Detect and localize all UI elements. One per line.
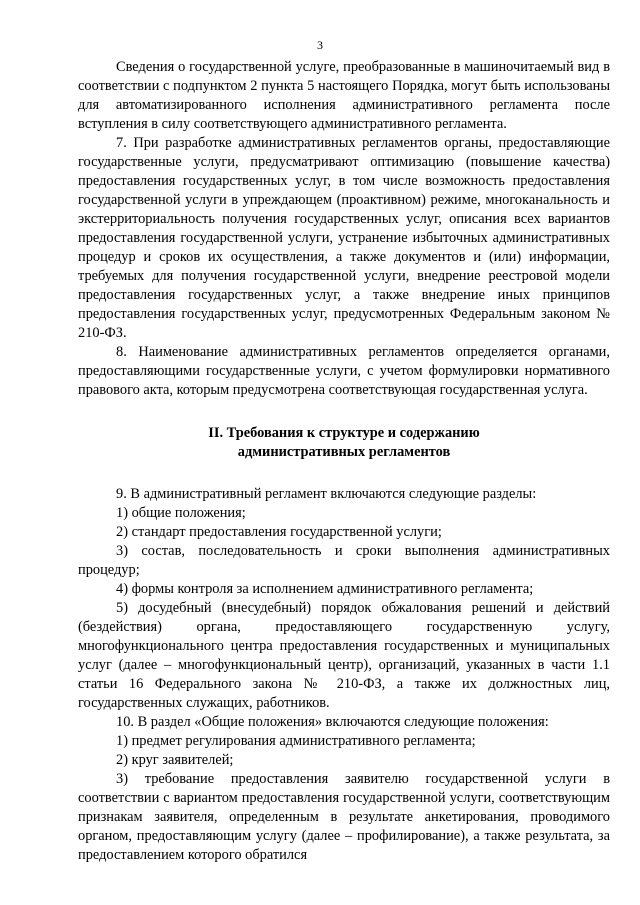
document-body [78,58,610,865]
list-item-appeal-procedure: 5) досудебный (внесудебный) порядок обжалования решений и действий (бездействия) органа, предоставляющего государственную услугу, многофункционального центра предоставления государственных и муниципальных услуг (далее – многофункциональный центр), организаций, указанных в части 1.1 статьи 16 Федерального закона № 210-ФЗ, а также их должностных лиц, государственных служащих, работников. [78,600,610,711]
paragraph-10: 10. В раздел «Общие положения» включаются следующие положения: [116,714,549,730]
list-item-procedures: 3) состав, последовательность и сроки выполнения административных процедур; [78,543,610,578]
section-heading-line-2: административных регламентов [237,444,451,460]
paragraph-machine-readable: Сведения о государственной услуге, преобразованные в машиночитаемый вид в соответствии с подпунктом 2 пункта 5 настоящего Порядка, могут быть использованы для автоматизированного исполнения административного регламента после вступления в силу соответствующего административного регламента. [78,59,610,132]
section-heading [78,424,610,462]
list-item-control-forms: 4) формы контроля за исполнением административного регламента; [116,581,534,597]
list-item-requirement: 3) требование предоставления заявителю государственной услуги в соответствии с вариантом предоставления государственной услуги, соответствующим признакам заявителя, определенным в результате анкетирования, проводимого органом, предоставляющим услугу (далее – профилирование), а также результата, за предоставлением которого обратился [78,771,610,863]
paragraph-9: 9. В административный регламент включаются следующие разделы: [116,486,537,502]
section-heading-line-1: II. Требования к структуре и содержанию [208,425,480,441]
paragraph-8: 8. Наименование административных регламентов определяется органами, предоставляющими государственные услуги, с учетом формулировки нормативного правового акта, которым предусмотрена соответствующая государственная услуга. [78,344,610,398]
page-number: 3 [317,38,323,52]
list-item-general-provisions: 1) общие положения; [116,505,246,521]
list-item-applicants: 2) круг заявителей; [116,752,234,768]
list-item-service-standard: 2) стандарт предоставления государственной услуги; [116,524,442,540]
list-item-subject: 1) предмет регулирования административного регламента; [116,733,476,749]
paragraph-7: 7. При разработке административных регламентов органы, предоставляющие государственные услуги, предусматривают оптимизацию (повышение качества) предоставления государственных услуг, в том числе возможность предоставления государственной услуги в упреждающем (проактивном) режиме, многоканальность и экстерриториальность получения государственных услуг, описания всех вариантов предоставления государственной услуги, устранение избыточных административных процедур и сроков их осуществления, а также документов и (или) информации, требуемых для получения государственной услуги, внедрение реестровой модели предоставления государственных услуг, а также внедрение иных принципов предоставления государственных услуг, предусмотренных Федеральным законом № 210-ФЗ. [78,135,610,341]
